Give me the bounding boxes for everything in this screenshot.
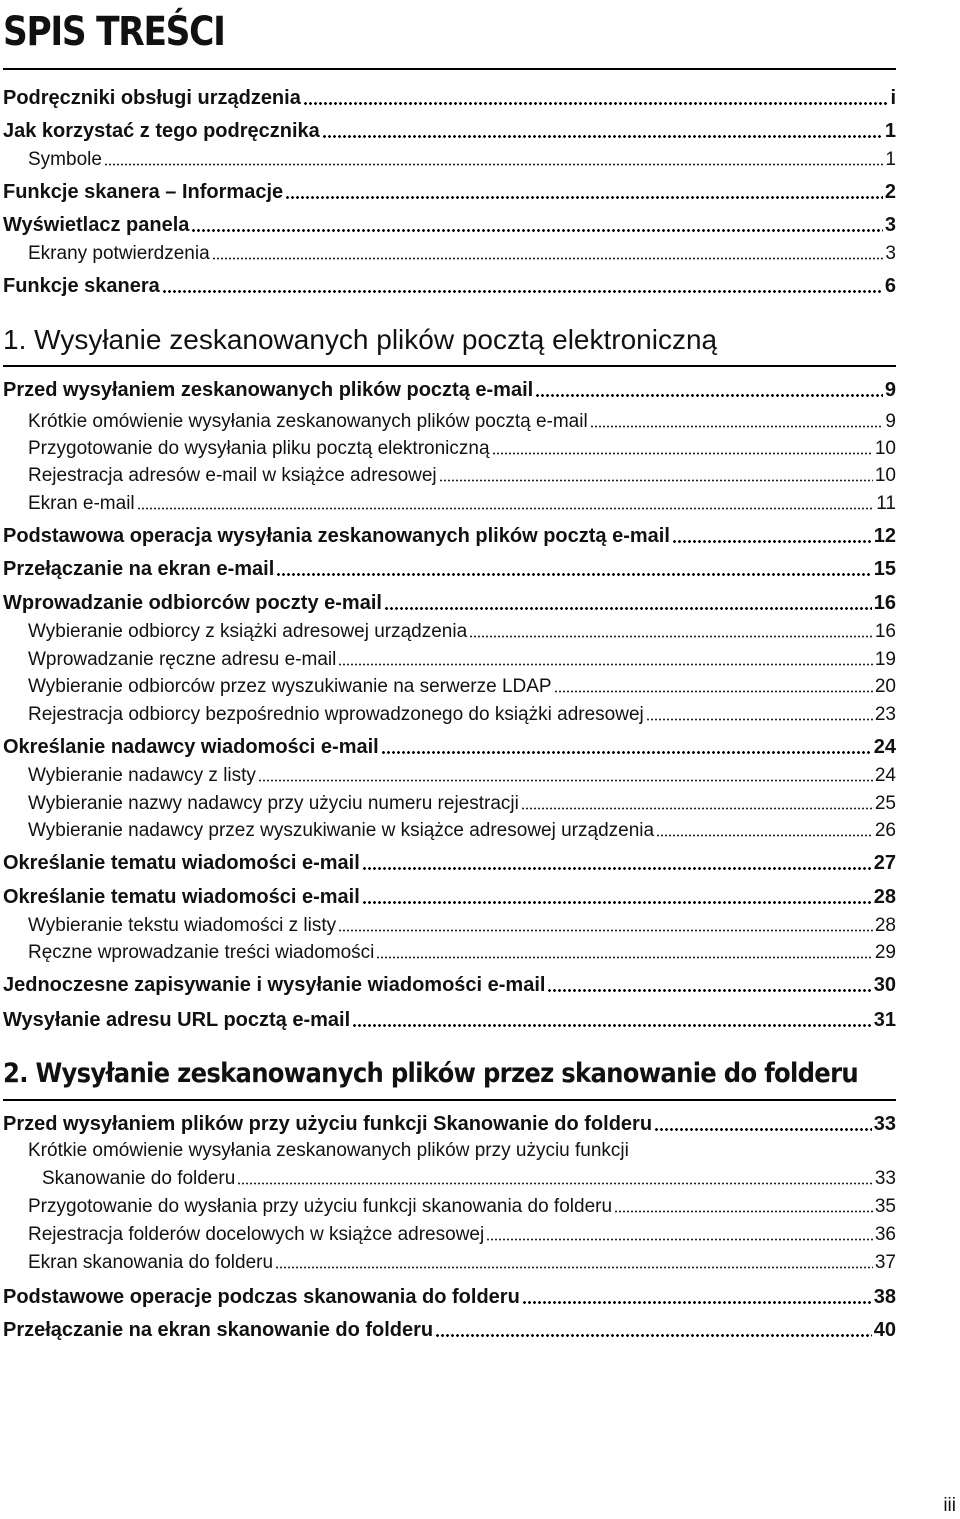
page-number: iii (943, 1495, 956, 1516)
toc-entry[interactable] (3, 941, 896, 965)
toc-entry[interactable] (3, 1317, 896, 1343)
leader-dots (492, 452, 873, 455)
toc-entry[interactable] (3, 523, 896, 549)
toc-entry[interactable] (3, 179, 896, 205)
toc-entry-text: Jak korzystać z tego podręcznika (3, 120, 320, 142)
leader-dots (435, 1334, 872, 1337)
toc-entry-page: 3 (885, 243, 896, 264)
toc-entry[interactable] (3, 464, 896, 488)
toc-entry[interactable] (3, 556, 896, 582)
leader-dots (362, 901, 872, 904)
toc-entry-page: 1 (884, 120, 896, 142)
toc-entry-text: Przełączanie na ekran skanowanie do folderu (3, 1319, 434, 1341)
toc-entry-text: Wybieranie tekstu wiadomości z listy (28, 915, 337, 936)
toc-entry-text: Wybieranie odbiorców przez wyszukiwanie na serwerze LDAP (28, 676, 552, 697)
leader-dots (654, 1128, 872, 1131)
leader-dots (381, 751, 872, 754)
leader-dots (303, 102, 889, 105)
leader-dots (486, 1238, 873, 1241)
toc-entry-page: 31 (873, 1009, 896, 1031)
toc-entry[interactable] (3, 242, 896, 266)
toc-entry-page: 30 (873, 974, 896, 996)
leader-dots (590, 425, 884, 428)
toc-entry-page: 37 (874, 1252, 896, 1273)
leader-dots (439, 479, 873, 482)
toc-entry[interactable] (3, 703, 896, 727)
toc-entry-text: Przed wysyłaniem plików przy użyciu funkcji Skanowanie do folderu (3, 1113, 653, 1135)
toc-entry-text: Symbole (28, 149, 102, 170)
toc-entry-page: 35 (874, 1196, 896, 1217)
toc-entry[interactable] (3, 118, 896, 144)
chapter-1-title: 1. Wysyłanie zeskanowanych plików pocztą elektroniczną (3, 324, 718, 355)
toc-entry-wrap-line1[interactable]: Krótkie omówienie wysyłania zeskanowanych plików przy użyciu funkcji (28, 1140, 629, 1161)
toc-entry-text: Krótkie omówienie wysyłania zeskanowanych plików pocztą e-mail (28, 411, 588, 432)
toc-entry-text: Skanowanie do folderu (42, 1168, 236, 1189)
toc-entry-text: Funkcje skanera (3, 275, 160, 297)
toc-entry[interactable] (3, 85, 896, 111)
toc-entry-page: 10 (874, 465, 896, 486)
leader-dots (672, 540, 872, 543)
toc-entry[interactable] (3, 1007, 896, 1033)
toc-entry-text: Podstawowe operacje podczas skanowania do folderu (3, 1286, 520, 1308)
toc-entry-page: 15 (873, 558, 896, 580)
toc-entry-text: Wybieranie nadawcy przez wyszukiwanie w książce adresowej urządzenia (28, 820, 655, 841)
toc-entry-text: Ekran e-mail (28, 493, 135, 514)
toc-entry-page: 6 (884, 275, 896, 297)
toc-entry-page: 27 (873, 852, 896, 874)
toc-entry-page: 24 (873, 736, 896, 758)
leader-dots (614, 1210, 873, 1213)
toc-entry-text: Rejestracja adresów e-mail w książce adresowej (28, 465, 437, 486)
chapter-2-rule (3, 1099, 896, 1101)
toc-entry-text: Wyświetlacz panela (3, 214, 190, 236)
toc-entry-text: Wybieranie nadawcy z listy (28, 765, 256, 786)
leader-dots (162, 290, 883, 293)
toc-entry-page: 40 (873, 1319, 896, 1341)
toc-entry-text: Ekrany potwierdzenia (28, 243, 210, 264)
toc-entry-page: 33 (874, 1168, 896, 1189)
toc-entry-page: 12 (873, 525, 896, 547)
toc-entry[interactable] (3, 734, 896, 760)
toc-entry[interactable] (3, 850, 896, 876)
leader-dots (191, 229, 882, 232)
toc-entry-page: 25 (874, 793, 896, 814)
leader-dots (352, 1024, 872, 1027)
toc-entry[interactable] (3, 148, 896, 172)
toc-entry-text: Ekran skanowania do folderu (28, 1252, 274, 1273)
toc-entry-page: i (890, 87, 896, 109)
toc-entry[interactable] (3, 675, 896, 699)
toc-entry[interactable] (3, 972, 896, 998)
leader-dots (384, 607, 872, 610)
leader-dots (104, 163, 884, 166)
toc-entry[interactable] (3, 620, 896, 644)
toc-entry-text: Podstawowa operacja wysyłania zeskanowanych plików pocztą e-mail (3, 525, 670, 547)
toc-entry-text: Jednoczesne zapisywanie i wysyłanie wiadomości e-mail (3, 974, 546, 996)
toc-entry-page: 33 (873, 1113, 896, 1135)
toc-entry-text: Ręczne wprowadzanie treści wiadomości (28, 942, 375, 963)
toc-entry-page: 9 (885, 411, 896, 432)
toc-entry-text: Rejestracja odbiorcy bezpośrednio wprowadzonego do książki adresowej (28, 704, 644, 725)
toc-entry[interactable] (3, 792, 896, 816)
toc-entry-text: Przełączanie na ekran e-mail (3, 558, 275, 580)
toc-entry-page: 26 (874, 820, 896, 841)
toc-entry-page: 2 (884, 181, 896, 203)
leader-dots (258, 779, 873, 782)
toc-entry[interactable] (3, 1251, 896, 1275)
toc-entry[interactable] (3, 1167, 896, 1191)
leader-dots (285, 196, 883, 199)
toc-entry-text: Wysyłanie adresu URL pocztą e-mail (3, 1009, 351, 1031)
toc-entry[interactable] (3, 410, 896, 434)
chapter-1-rule (3, 365, 896, 367)
toc-entry[interactable] (3, 492, 896, 516)
toc-entry[interactable] (3, 1223, 896, 1247)
toc-entry-page: 28 (874, 915, 896, 936)
toc-entry[interactable] (3, 1284, 896, 1310)
toc-entry-page: 24 (874, 765, 896, 786)
toc-entry[interactable] (3, 819, 896, 843)
leader-dots (237, 1182, 873, 1185)
toc-entry-page: 28 (873, 886, 896, 908)
toc-entry[interactable] (3, 590, 896, 616)
toc-entry[interactable] (3, 212, 896, 238)
toc-entry-page: 16 (873, 592, 896, 614)
leader-dots (338, 663, 872, 666)
leader-dots (535, 394, 883, 397)
toc-entry[interactable] (3, 914, 896, 938)
toc-entry-text: Określanie nadawcy wiadomości e-mail (3, 736, 379, 758)
leader-dots (656, 834, 873, 837)
leader-dots (554, 690, 873, 693)
toc-entry-text: Wprowadzanie odbiorców poczty e-mail (3, 592, 382, 614)
leader-dots (276, 573, 872, 576)
toc-entry-text: Wybieranie nazwy nadawcy przy użyciu numeru rejestracji (28, 793, 519, 814)
toc-entry-page: 20 (874, 676, 896, 697)
toc-entry-page: 16 (874, 621, 896, 642)
leader-dots (322, 135, 883, 138)
leader-dots (469, 635, 873, 638)
toc-entry-page: 38 (873, 1286, 896, 1308)
toc-entry-page: 23 (874, 704, 896, 725)
leader-dots (137, 507, 875, 510)
toc-entry-page: 10 (874, 438, 896, 459)
toc-entry-text: Podręczniki obsługi urządzenia (3, 87, 301, 109)
toc-entry[interactable] (3, 273, 896, 299)
leader-dots (376, 956, 872, 959)
leader-dots (362, 867, 872, 870)
toc-entry-page: 36 (874, 1224, 896, 1245)
toc-entry-text: Określanie tematu wiadomości e-mail (3, 886, 360, 908)
toc-entry-text: Przygotowanie do wysyłania pliku pocztą elektroniczną (28, 438, 490, 459)
toc-entry-page: 19 (874, 649, 896, 670)
page-title: SPIS TREŚCI (3, 9, 225, 55)
chapter-2-title: 2. Wysyłanie zeskanowanych plików przez skanowanie do folderu (3, 1058, 858, 1089)
leader-dots (275, 1266, 873, 1269)
toc-entry[interactable] (3, 764, 896, 788)
toc-entry-text: Przygotowanie do wysłania przy użyciu funkcji skanowania do folderu (28, 1196, 613, 1217)
leader-dots (212, 257, 884, 260)
leader-dots (646, 718, 873, 721)
toc-entry-page: 3 (884, 214, 896, 236)
toc-entry-text: Wybieranie odbiorcy z książki adresowej urządzenia (28, 621, 468, 642)
toc-entry[interactable] (3, 437, 896, 461)
title-rule (3, 68, 896, 70)
toc-entry[interactable] (3, 377, 896, 403)
leader-dots (521, 807, 873, 810)
toc-entry-text: Wprowadzanie ręczne adresu e-mail (28, 649, 337, 670)
toc-entry-text: Określanie tematu wiadomości e-mail (3, 852, 360, 874)
toc-entry[interactable] (3, 648, 896, 672)
toc-entry-page: 11 (876, 493, 896, 514)
leader-dots (338, 929, 873, 932)
toc-entry-page: 29 (874, 942, 896, 963)
leader-dots (547, 989, 871, 992)
toc-entry-text: Przed wysyłaniem zeskanowanych plików pocztą e-mail (3, 379, 534, 401)
leader-dots (522, 1301, 872, 1304)
toc-entry[interactable] (3, 1111, 896, 1137)
toc-entry-page: 1 (885, 149, 896, 170)
toc-entry-page: 9 (884, 379, 896, 401)
toc-entry[interactable] (3, 884, 896, 910)
toc-entry[interactable] (3, 1195, 896, 1219)
toc-entry-text: Funkcje skanera – Informacje (3, 181, 284, 203)
toc-entry-text: Rejestracja folderów docelowych w książce adresowej (28, 1224, 485, 1245)
